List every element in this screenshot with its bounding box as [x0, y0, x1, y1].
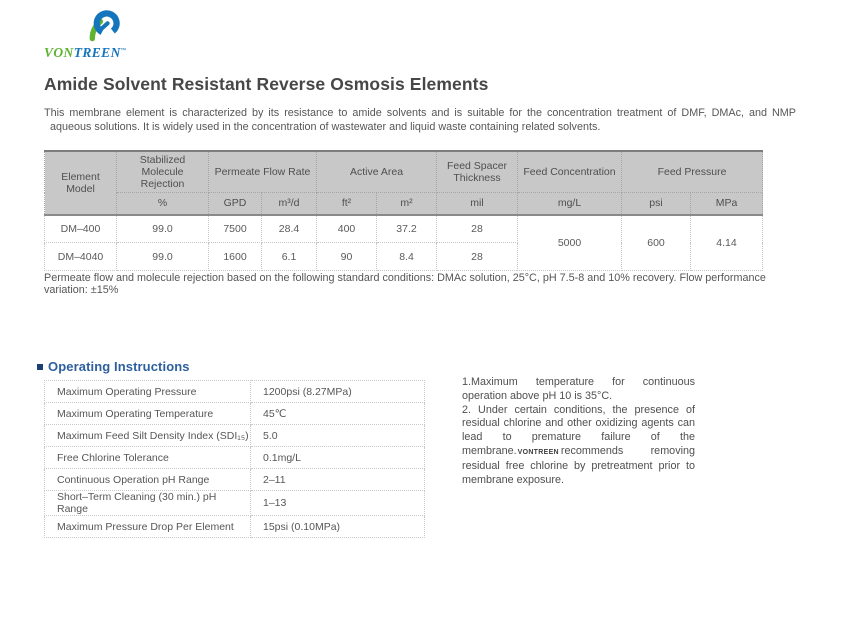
cell-ft2: 90	[317, 243, 377, 271]
op-label: Continuous Operation pH Range	[45, 469, 251, 491]
inline-brand-name: VONTREEN	[517, 448, 559, 456]
col-element-model: Element Model	[45, 151, 117, 215]
vontreen-swirl-icon	[86, 8, 122, 44]
cell-mpa-shared: 4.14	[691, 215, 763, 271]
op-label: Maximum Pressure Drop Per Element	[45, 516, 251, 538]
unit-gpd: GPD	[209, 193, 262, 215]
wordmark-von: VON	[44, 45, 74, 60]
op-value: 5.0	[251, 425, 425, 447]
cell-gpd: 1600	[209, 243, 262, 271]
op-row	[45, 403, 425, 425]
col-feed-concentration: Feed Concentration	[518, 151, 622, 193]
cell-m3d: 6.1	[262, 243, 317, 271]
op-row	[45, 469, 425, 491]
op-row	[45, 491, 425, 516]
op-label: Maximum Operating Pressure	[45, 381, 251, 403]
cell-rejection: 99.0	[117, 215, 209, 243]
op-value: 2–11	[251, 469, 425, 491]
cell-concentration-shared: 5000	[518, 215, 622, 271]
cell-spacer: 28	[437, 215, 518, 243]
op-row	[45, 381, 425, 403]
op-label: Maximum Feed Silt Density Index (SDI₁₅)	[45, 425, 251, 447]
spec-header-unit-row	[45, 193, 763, 215]
op-value: 1200psi (8.27MPa)	[251, 381, 425, 403]
spec-table-header	[45, 151, 763, 215]
operating-instructions-heading	[37, 359, 190, 374]
col-rejection: Stabilized Molecule Rejection	[117, 151, 209, 193]
op-label: Short–Term Cleaning (30 min.) pH Range	[45, 491, 251, 516]
operating-limits-table	[44, 380, 425, 538]
cell-psi-shared: 600	[622, 215, 691, 271]
unit-psi: psi	[622, 193, 691, 215]
col-feed-pressure: Feed Pressure	[622, 151, 763, 193]
unit-mgl: mg/L	[518, 193, 622, 215]
cell-m2: 8.4	[377, 243, 437, 271]
brand-logo	[44, 8, 164, 60]
cell-spacer: 28	[437, 243, 518, 271]
page-title: Amide Solvent Resistant Reverse Osmosis Elements	[44, 74, 489, 94]
op-row	[45, 516, 425, 538]
op-row	[45, 447, 425, 469]
cell-model: DM–4040	[45, 243, 117, 271]
op-label: Free Chlorine Tolerance	[45, 447, 251, 469]
note-2-continued: recommends removing residual free chlorine by pretreatment prior to membrane exposure.	[462, 444, 695, 486]
intro-paragraph: This membrane element is characterized by its resistance to amide solvents and is suitable for the concentration treatment of DMF, DMAc, and NMP aqueous solutions. It is widely used in the concentration of wastewater and liquid waste containing related solvents.	[44, 107, 796, 133]
unit-mpa: MPa	[691, 193, 763, 215]
op-value: 45℃	[251, 403, 425, 425]
cell-model: DM–400	[45, 215, 117, 243]
cell-m3d: 28.4	[262, 215, 317, 243]
spec-header-group-row	[45, 151, 763, 193]
op-label: Maximum Operating Temperature	[45, 403, 251, 425]
cell-ft2: 400	[317, 215, 377, 243]
cell-m2: 37.2	[377, 215, 437, 243]
unit-percent: %	[117, 193, 209, 215]
wordmark-treen: TREEN	[73, 45, 121, 60]
brand-wordmark	[44, 45, 126, 61]
col-feed-spacer: Feed Spacer Thickness	[437, 151, 518, 193]
note-2-text: 2. Under certain conditions, the presence of residual chlorine and other oxidizing agents can lead to premature failure of the membrane.	[462, 403, 695, 457]
col-active-area: Active Area	[317, 151, 437, 193]
operating-notes	[462, 376, 695, 487]
standard-conditions-note: Permeate flow and molecule rejection based on the following standard conditions: DMAc solution, 25°C, pH 7.5-8 and 10% recovery. Flow performance variation: ±15%	[44, 272, 766, 296]
unit-mil: mil	[437, 193, 518, 215]
cell-gpd: 7500	[209, 215, 262, 243]
col-permeate-flow: Permeate Flow Rate	[209, 151, 317, 193]
unit-m3d: m³/d	[262, 193, 317, 215]
op-value: 0.1mg/L	[251, 447, 425, 469]
spec-table	[44, 150, 763, 271]
op-value: 1–13	[251, 491, 425, 516]
note-1: 1.Maximum temperature for continuous operation above pH 10 is 35°C.	[462, 376, 695, 402]
op-value: 15psi (0.10MPa)	[251, 516, 425, 538]
cell-rejection: 99.0	[117, 243, 209, 271]
operating-instructions-title: Operating Instructions	[48, 359, 190, 374]
unit-ft2: ft²	[317, 193, 377, 215]
square-bullet-icon	[37, 364, 43, 370]
unit-m2: m²	[377, 193, 437, 215]
trademark-mark: ™	[120, 48, 127, 54]
spec-row-dm400	[45, 215, 763, 243]
op-row	[45, 425, 425, 447]
